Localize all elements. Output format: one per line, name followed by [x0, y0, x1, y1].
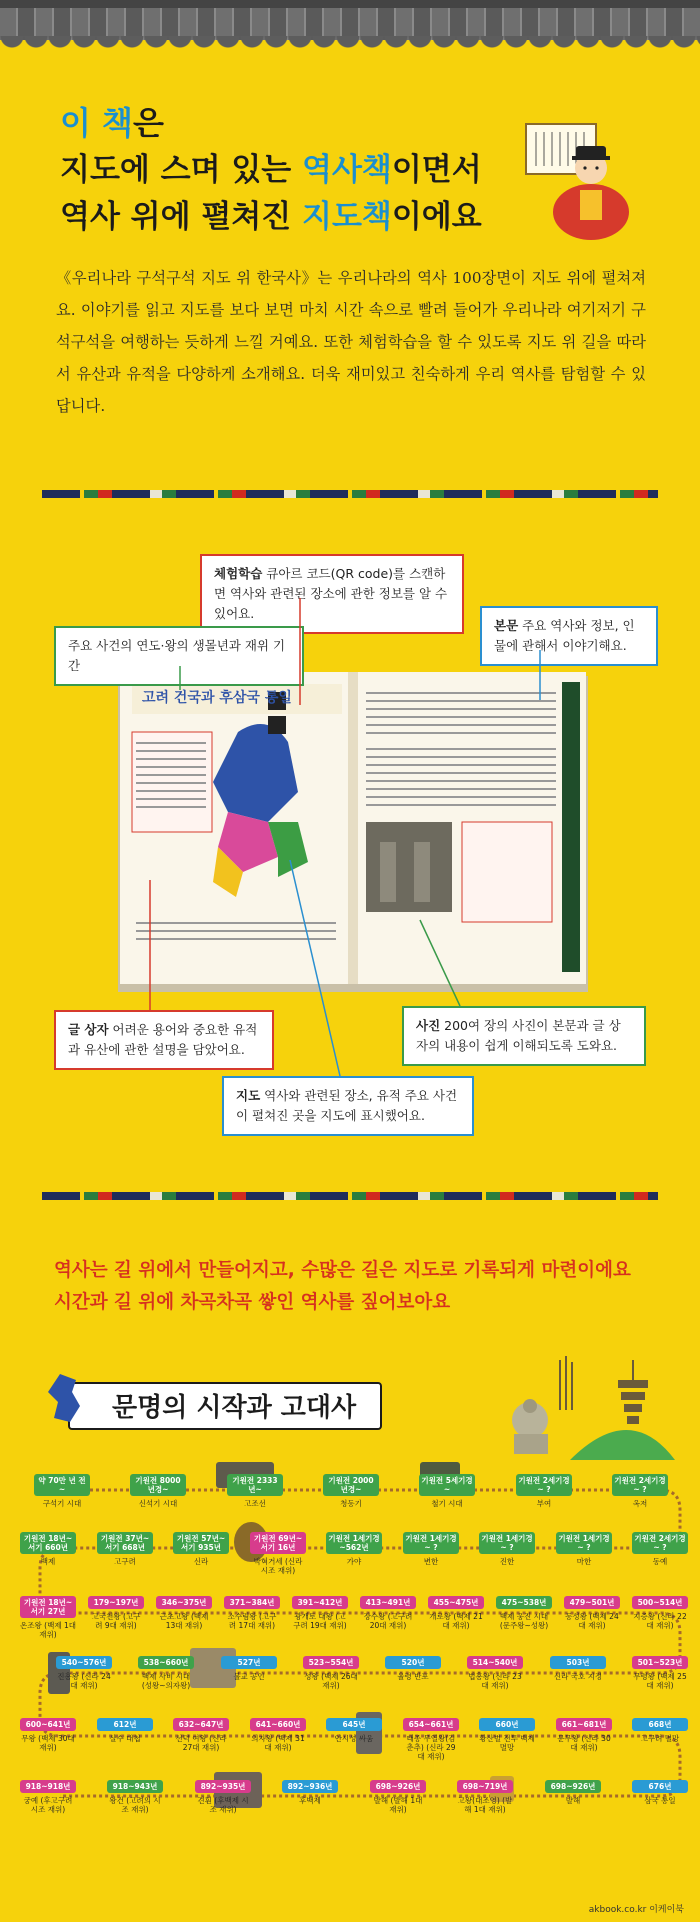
timeline-event-label: 백제 사비 시대 (성왕~의자왕) [141, 1672, 191, 1690]
timeline-event-date: 413~491년 [360, 1596, 416, 1609]
timeline-event-label: 견훤 (후백제 시조 재위) [197, 1796, 249, 1814]
callout-body-label: 본문 [494, 618, 519, 633]
timeline-event [564, 1596, 620, 1630]
timeline-event [403, 1718, 459, 1761]
timeline-event-date: 641~660년 [250, 1718, 306, 1731]
timeline-event-date: 612년 [97, 1718, 153, 1731]
timeline-event-label: 동예 [652, 1557, 668, 1566]
timeline-event-label: 구석기 시대 [42, 1499, 82, 1508]
heading-blue-2: 역사책 [302, 152, 392, 188]
timeline-event-date: 503년 [550, 1656, 606, 1669]
timeline-event [20, 1532, 76, 1566]
timeline-event [326, 1718, 382, 1743]
timeline-event-date: 기원전 37년~ 서기 668년 [97, 1532, 153, 1554]
timeline-event-date: 676년 [632, 1780, 688, 1793]
timeline-event [224, 1596, 280, 1630]
timeline-event [632, 1656, 688, 1690]
timeline-event-label: 후백제 [299, 1796, 321, 1805]
timeline-event-label: 고구려 멸망 [640, 1734, 680, 1743]
timeline-event [516, 1474, 572, 1508]
timeline-event [97, 1718, 153, 1743]
timeline-event [107, 1780, 163, 1814]
timeline-event-date: 645년 [326, 1718, 382, 1731]
callout-photo-label: 사진 [416, 1018, 441, 1033]
timeline-event-label: 개로왕 (백제 21대 재위) [429, 1612, 483, 1630]
timeline-event-label: 황산벌 전투 백제 멸망 [479, 1734, 535, 1752]
timeline-event-date: 520년 [385, 1656, 441, 1669]
timeline-event-date: 기원전 1세기경 ~562년 [326, 1532, 382, 1554]
timeline-event-label: 고국천왕 (고구려 9대 재위) [91, 1612, 141, 1630]
timeline-event [303, 1656, 359, 1690]
timeline-event-label: 진한 [499, 1557, 515, 1566]
heading-post-2: 이면서 [391, 152, 482, 188]
timeline-event [250, 1532, 306, 1575]
timeline-event [195, 1780, 251, 1814]
timeline-event-label: 발해 [565, 1796, 581, 1805]
timeline-event-date: 479~501년 [564, 1596, 620, 1609]
timeline-event-date: 기원전 2세기경~ ? [612, 1474, 668, 1496]
heading-rest-1: 은 [132, 104, 164, 142]
timeline-event [221, 1656, 277, 1681]
timeline-event-label: 박혁거세 (신라 시조 재위) [253, 1557, 303, 1575]
callout-qr-label: 체험학습 [214, 566, 263, 581]
timeline-event-label: 진흥왕 (신라 24대 재위) [57, 1672, 111, 1690]
book-page-title: 고려 건국과 후삼국 통일 [142, 690, 292, 706]
timeline-event-date: 501~523년 [632, 1656, 688, 1669]
timeline-event-label: 옥저 [632, 1499, 648, 1508]
timeline-event-label: 장수왕 (고구려 20대 재위) [363, 1612, 413, 1630]
timeline-event [56, 1656, 112, 1690]
timeline-event-date: 698~926년 [545, 1780, 601, 1793]
timeline-event [156, 1596, 212, 1630]
timeline-event [130, 1474, 186, 1508]
timeline-event-date: 기원전 69년~ 서기 16년 [250, 1532, 306, 1554]
slogan-line-1: 역사는 길 위에서 만들어지고, 수많은 길은 지도로 기록되게 마련이에요 [54, 1260, 631, 1281]
timeline-event [385, 1656, 441, 1681]
timeline-event [556, 1718, 612, 1752]
timeline-event-date: 391~412년 [292, 1596, 348, 1609]
timeline-event-date: 475~538년 [496, 1596, 552, 1609]
timeline-event [360, 1596, 416, 1630]
timeline-event-date: 918~918년 [20, 1780, 76, 1793]
timeline-event-label: 백제 웅진 시대 (문주왕~성왕) [499, 1612, 549, 1630]
timeline-event-label: 무왕 (백제 30대 재위) [21, 1734, 75, 1752]
callout-year: 주요 사건의 연도·왕의 생몰년과 재위 기간 [54, 626, 304, 686]
timeline-event-label: 온조왕 (백제 1대 재위) [20, 1621, 76, 1639]
timeline-event [20, 1718, 76, 1752]
timeline-event-date: 918~943년 [107, 1780, 163, 1793]
timeline-event [467, 1656, 523, 1690]
timeline-event-date: 기원전 2333년~ [227, 1474, 283, 1496]
timeline-event-label: 선덕 여왕 (신라 27대 재위) [175, 1734, 227, 1752]
timeline-event-date: 600~641년 [20, 1718, 76, 1731]
timeline-event-label: 변한 [423, 1557, 439, 1566]
part-number: 1부 [78, 1391, 102, 1407]
intro-paragraph: 《우리나라 구석구석 지도 위 한국사》는 우리나라의 역사 100장면이 지도 위에 펼쳐져요. 이야기를 읽고 지도를 보다 보면 마치 시간 속으로 빨려 들어가 우리나라 여기저기 구석구석을 여행하는 듯하게 느낄 거예요. 또한 체험학습을 할 수 있도록 지도 위 길을 따라서 유산과 유적을 다양하게 소개해요. 더욱 재미있고 친숙하게 우리 역사를 탐험할 수 있답니다. [56, 269, 646, 415]
timeline-event [138, 1656, 194, 1690]
timeline-event-label: 신라 국호 지정 [553, 1672, 603, 1681]
timeline-event [34, 1474, 90, 1508]
timeline-event-date: 179~197년 [88, 1596, 144, 1609]
timeline-event-date: 661~681년 [556, 1718, 612, 1731]
timeline-event-date: 기원전 1세기경~ ? [403, 1532, 459, 1554]
timeline-event-date: 668년 [632, 1718, 688, 1731]
timeline-event-label: 소수림왕 (고구려 17대 재위) [227, 1612, 277, 1630]
callout-map-text: 역사와 관련된 장소, 유적 주요 사건이 펼쳐진 곳을 지도에 표시했어요. [236, 1088, 458, 1123]
timeline-event-label: 근초고왕 (백제 13대 재위) [159, 1612, 209, 1630]
timeline-event [632, 1532, 688, 1566]
timeline-event [173, 1532, 229, 1566]
timeline-event-label: 신라 [193, 1557, 209, 1566]
timeline-event-label: 마한 [576, 1557, 592, 1566]
timeline-event-date: 660년 [479, 1718, 535, 1731]
timeline-event [323, 1474, 379, 1508]
timeline-event [479, 1718, 535, 1752]
timeline-event-date: 기원전 8000년경~ [130, 1474, 186, 1496]
timeline-event-label: 청동기 [340, 1499, 362, 1508]
slogan-line-2: 시간과 길 위에 차곡차곡 쌓인 역사를 짚어보아요 [54, 1292, 451, 1313]
timeline-event-label: 율령 반포 [397, 1672, 429, 1681]
timeline-event [545, 1780, 601, 1805]
timeline-event-label: 성왕 (백제 26대 재위) [304, 1672, 358, 1690]
timeline-event-date: 514~540년 [467, 1656, 523, 1669]
timeline-event-label: 불교 공인 [233, 1672, 265, 1681]
heading-pre-3: 역사 위에 펼쳐진 [60, 199, 302, 235]
timeline-event-date: 523~554년 [303, 1656, 359, 1669]
timeline-event-date: 기원전 1세기경~ ? [556, 1532, 612, 1554]
timeline-event [556, 1532, 612, 1566]
timeline-event-label: 태종 무열왕(김춘추) (신라 29대 재위) [406, 1734, 456, 1761]
callout-qr-text: 큐아르 코드(QR code)를 스캔하면 역사와 관련된 장소에 관한 정보를 알 수 있어요. [214, 566, 448, 621]
heading-blue-3: 지도책 [302, 199, 392, 235]
timeline-event-label: 법흥왕 (신라 23대 재위) [468, 1672, 522, 1690]
timeline-event-date: 기원전 5세기경~ [419, 1474, 475, 1496]
timeline-event [326, 1532, 382, 1566]
timeline-event [632, 1596, 688, 1630]
timeline-event-date: 기원전 2세기경~ ? [632, 1532, 688, 1554]
timeline-event-label: 발해 (발해 1대 재위) [373, 1796, 423, 1814]
timeline-event-date: 기원전 18년~ 서기 27년 [20, 1596, 76, 1618]
timeline-event [227, 1474, 283, 1508]
timeline-event [282, 1780, 338, 1805]
timeline-event-label: 광개토 대왕 (고구려 19대 재위) [293, 1612, 347, 1630]
timeline-event-label: 철기 시대 [431, 1499, 463, 1508]
callout-textbox-label: 글 상자 [68, 1022, 109, 1037]
heading-pre-2: 지도에 스며 있는 [60, 152, 302, 188]
timeline-event [457, 1780, 513, 1814]
timeline-event-label: 무령왕 (백제 25대 재위) [633, 1672, 687, 1690]
timeline-event-label: 삼국 통일 [644, 1796, 676, 1805]
timeline-event-date: 538~660년 [138, 1656, 194, 1669]
callout-textbox-text: 어려운 용어와 중요한 유적과 유산에 관한 설명을 담았어요. [68, 1022, 258, 1057]
timeline-event-label: 의자왕 (백제 31대 재위) [251, 1734, 305, 1752]
timeline-event-label: 지증왕 (신라 22대 재위) [633, 1612, 687, 1630]
timeline-event-label: 고왕(대조영) (발해 1대 재위) [457, 1796, 513, 1814]
timeline-event-date: 540~576년 [56, 1656, 112, 1669]
timeline-event-date: 698~719년 [457, 1780, 513, 1793]
part-title-text: 문명의 시작과 고대사 [112, 1393, 357, 1423]
timeline-event [173, 1718, 229, 1752]
timeline-event [612, 1474, 668, 1508]
timeline-event [250, 1718, 306, 1752]
callout-photo-text: 200여 장의 사진이 본문과 글 상자의 내용이 쉽게 이해되도록 도와요. [416, 1018, 621, 1053]
timeline-event-date: 약 70만 년 전~ [34, 1474, 90, 1496]
timeline-event-date: 346~375년 [156, 1596, 212, 1609]
timeline-event-label: 살수 대첩 [109, 1734, 141, 1743]
timeline-event [632, 1718, 688, 1743]
timeline-event [419, 1474, 475, 1508]
timeline-event [20, 1596, 76, 1639]
timeline-event [370, 1780, 426, 1814]
footer-publisher: akbook.co.kr 이케이북 [588, 1905, 684, 1915]
callout-map-label: 지도 [236, 1088, 261, 1103]
timeline-event-label: 백제 [40, 1557, 56, 1566]
timeline-event-date: 기원전 18년~ 서기 660년 [20, 1532, 76, 1554]
timeline-event-label: 문무왕 (신라 30대 재위) [557, 1734, 611, 1752]
timeline-event [292, 1596, 348, 1630]
timeline-event-label: 고구려 [114, 1557, 136, 1566]
heading-blue-1: 이 책 [60, 104, 133, 142]
timeline-event-label: 궁예 (후고구려 시조 재위) [23, 1796, 73, 1814]
timeline-event [403, 1532, 459, 1566]
timeline-event-date: 654~661년 [403, 1718, 459, 1731]
timeline-event-label: 안시성 싸움 [334, 1734, 374, 1743]
timeline-event-label: 부여 [536, 1499, 552, 1508]
timeline-event-date: 455~475년 [428, 1596, 484, 1609]
timeline-event-label: 고조선 [244, 1499, 266, 1508]
timeline-event-date: 892~935년 [195, 1780, 251, 1793]
timeline-event [428, 1596, 484, 1630]
timeline-event [550, 1656, 606, 1681]
timeline-event-label: 동성왕 (백제 24대 재위) [565, 1612, 619, 1630]
timeline-event [632, 1780, 688, 1805]
timeline-event-date: 371~384년 [224, 1596, 280, 1609]
timeline-event-date: 기원전 2세기경~ ? [516, 1474, 572, 1496]
timeline-event-date: 527년 [221, 1656, 277, 1669]
timeline-event-date: 500~514년 [632, 1596, 688, 1609]
timeline-event [20, 1780, 76, 1814]
timeline-event-date: 892~936년 [282, 1780, 338, 1793]
timeline-event [88, 1596, 144, 1630]
timeline-event-date: 기원전 1세기경~ ? [479, 1532, 535, 1554]
timeline-event-date: 632~647년 [173, 1718, 229, 1731]
timeline-event [496, 1596, 552, 1630]
timeline-event-label: 가야 [346, 1557, 362, 1566]
timeline-event-date: 698~926년 [370, 1780, 426, 1793]
timeline-event [97, 1532, 153, 1566]
timeline-event [479, 1532, 535, 1566]
timeline-event-label: 왕건 (고려의 시조 재위) [109, 1796, 161, 1814]
timeline-event-date: 기원전 2000년경~ [323, 1474, 379, 1496]
heading-post-3: 이에요 [391, 199, 482, 235]
timeline-event-label: 신석기 시대 [138, 1499, 178, 1508]
callout-body-text: 주요 역사와 정보, 인물에 관해서 이야기해요. [494, 618, 635, 653]
timeline-event-date: 기원전 57년~ 서기 935년 [173, 1532, 229, 1554]
